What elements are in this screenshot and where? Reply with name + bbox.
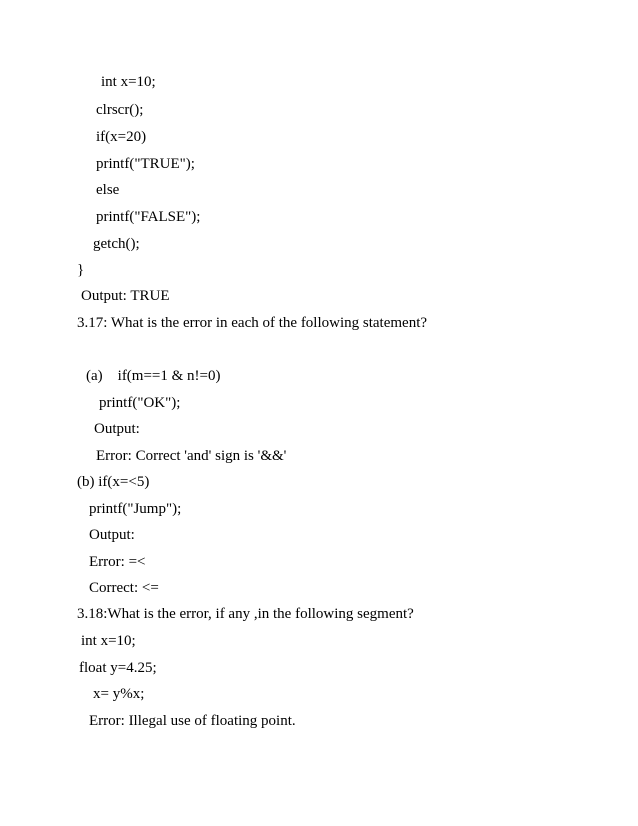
code-line-else: else	[96, 182, 120, 198]
item-b-code: (b) if(x=<5)	[77, 474, 150, 490]
output-true: Output: TRUE	[81, 288, 170, 304]
code-line-closing-brace: }	[77, 262, 85, 278]
segment-x-assign: x= y%x;	[93, 686, 145, 702]
item-b-printf: printf("Jump");	[89, 501, 182, 517]
item-a-code: (a) if(m==1 & n!=0)	[86, 368, 221, 384]
question-3-17: 3.17: What is the error in each of the following statement?	[77, 315, 428, 331]
segment-int-x: int x=10;	[81, 633, 136, 649]
segment-float-y: float y=4.25;	[79, 660, 157, 676]
item-b-correct: Correct: <=	[89, 580, 159, 596]
code-line-if: if(x=20)	[96, 129, 147, 145]
item-a-output-label: Output:	[94, 421, 140, 437]
code-line-int-x: int x=10;	[101, 74, 156, 90]
item-a-printf: printf("OK");	[99, 395, 181, 411]
code-line-clrscr: clrscr();	[96, 102, 144, 118]
code-line-printf-false: printf("FALSE");	[96, 209, 201, 225]
item-b-error: Error: =<	[89, 554, 146, 570]
question-3-18: 3.18:What is the error, if any ,in the following segment?	[77, 606, 414, 622]
item-b-output-label: Output:	[89, 527, 135, 543]
segment-error: Error: Illegal use of floating point.	[89, 713, 296, 729]
item-a-error: Error: Correct 'and' sign is '&&'	[96, 448, 287, 464]
code-line-getch: getch();	[93, 236, 140, 252]
code-line-printf-true: printf("TRUE");	[96, 156, 195, 172]
